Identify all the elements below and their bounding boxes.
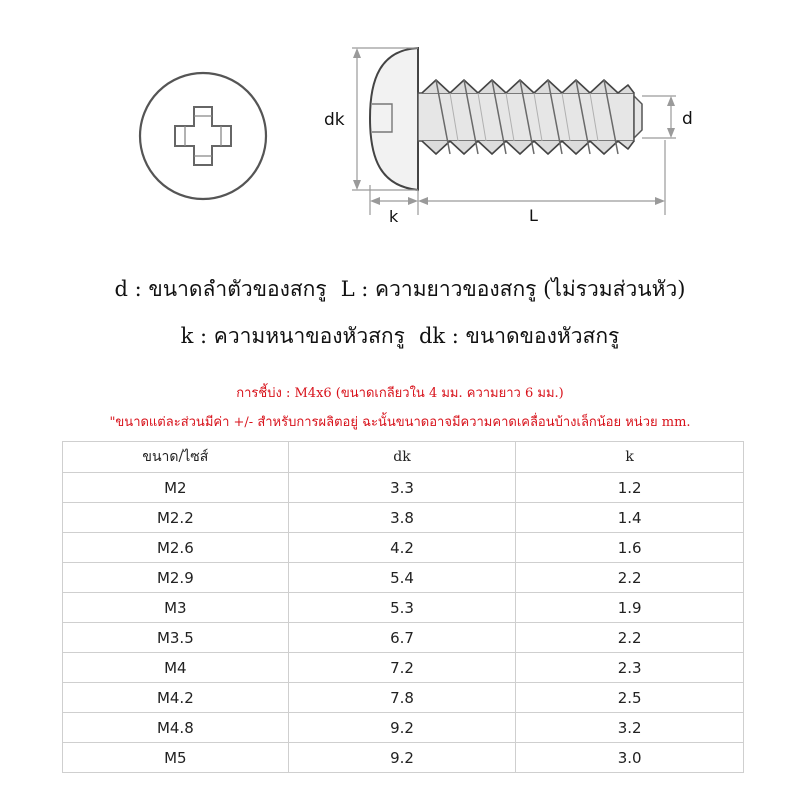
- table-row: [63, 593, 744, 623]
- cell-size: M2.9: [63, 563, 289, 593]
- table-row: [63, 563, 744, 593]
- cell-k: 1.9: [516, 593, 744, 623]
- dimension-label-d: d: [682, 109, 693, 129]
- screw-head-top-view: [140, 73, 266, 199]
- cell-dk: 7.8: [288, 683, 516, 713]
- size-table: [62, 441, 744, 773]
- cell-size: M4.2: [63, 683, 289, 713]
- header-size: ขนาด/ไซส์: [63, 442, 289, 473]
- table-row: [63, 473, 744, 503]
- cell-dk: 9.2: [288, 713, 516, 743]
- screw-side-view: [370, 48, 642, 190]
- dimension-label-dk: dk: [324, 110, 345, 130]
- cell-k: 1.2: [516, 473, 744, 503]
- cell-k: 2.2: [516, 563, 744, 593]
- table-row: [63, 683, 744, 713]
- legend-L-definition: L : ความยาวของสกรู (ไม่รวมส่วนหัว): [340, 277, 686, 301]
- table-header-row: [63, 442, 744, 473]
- cell-size: M2: [63, 473, 289, 503]
- cell-size: M3.5: [63, 623, 289, 653]
- legend-dk-definition: dk : ขนาดของหัวสกรู: [418, 324, 620, 348]
- cell-k: 1.4: [516, 503, 744, 533]
- cell-size: M3: [63, 593, 289, 623]
- legend-d-definition: d : ขนาดลำตัวของสกรู: [114, 277, 327, 301]
- table-row: [63, 533, 744, 563]
- cell-size: M2.2: [63, 503, 289, 533]
- cell-size: M4: [63, 653, 289, 683]
- cell-size: M5: [63, 743, 289, 773]
- cell-size: M2.6: [63, 533, 289, 563]
- table-row: [63, 743, 744, 773]
- cell-k: 2.3: [516, 653, 744, 683]
- table-row: [63, 623, 744, 653]
- cell-k: 1.6: [516, 533, 744, 563]
- legend-k-definition: k : ความหนาของหัวสกรู: [180, 324, 405, 348]
- cell-dk: 9.2: [288, 743, 516, 773]
- screw-diagram: [0, 0, 800, 250]
- designation-note: การชี้บ่ง : M4x6 (ขนาดเกลียวใน 4 มม. ความยาว 6 มม.): [236, 386, 564, 401]
- cell-k: 3.2: [516, 713, 744, 743]
- dimension-label-k: k: [389, 207, 399, 226]
- header-k: k: [516, 442, 744, 473]
- cell-dk: 6.7: [288, 623, 516, 653]
- legend-line-1: [0, 273, 800, 306]
- legend-line-2: [0, 320, 800, 353]
- cell-k: 2.5: [516, 683, 744, 713]
- cell-size: M4.8: [63, 713, 289, 743]
- table-row: [63, 713, 744, 743]
- cell-dk: 7.2: [288, 653, 516, 683]
- cell-dk: 4.2: [288, 533, 516, 563]
- cell-k: 3.0: [516, 743, 744, 773]
- tolerance-note: "ขนาดแต่ละส่วนมีค่า +/- สำหรับการผลิตอยู่ ฉะนั้นขนาดอาจมีความคาดเคลื่อนบ้างเล็กน้อย หน่วย mm.: [109, 415, 691, 430]
- cell-dk: 5.3: [288, 593, 516, 623]
- dimension-label-L: L: [529, 206, 538, 225]
- cell-dk: 5.4: [288, 563, 516, 593]
- cell-dk: 3.8: [288, 503, 516, 533]
- table-row: [63, 503, 744, 533]
- table-row: [63, 653, 744, 683]
- cell-k: 2.2: [516, 623, 744, 653]
- cell-dk: 3.3: [288, 473, 516, 503]
- header-dk: dk: [288, 442, 516, 473]
